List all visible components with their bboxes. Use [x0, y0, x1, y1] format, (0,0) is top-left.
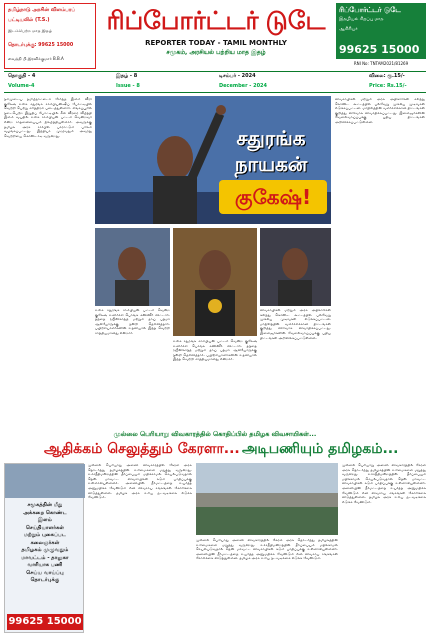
- article-mid-3: விவசாயிகள் மற்றும் அரசு அதிகாரிகள் கலந்து கொண்ட கூட்டத்தில் பல்வேறு முக்கிய முடிவுகள் எடுக்கப்பட்டன. மாநிலத்தின் வளர்ச்சிக்கான திட்டங்கள் குறித்து விரிவாக விவாதிக்கப்பட்டது. இளைஞர்களின் வேலைவாய்ப்புக்கு புதிய திட்டங்கள் அறிவிக்கப்பட்டுள்ளன.: [260, 308, 331, 340]
- tn-govt-listing-box: [4, 3, 96, 69]
- bottom-article-col1: முல்லை பெரியாறு அணை விவகாரத்தில் கேரள அரசு தொடர்ந்து தமிழகத்தின் உரிமைகளை மறுத்து வருகிறது. உச்சநீதிமன்றத்தின் தீர்ப்பையும் மதிக்காமல் செயல்படுவதால் தென் மாவட்ட விவசாயிகள் கடும் பாதிப்புக்கு உள்ளாகியுள்ளனர். அணையின் நீர்மட்டத்தை உயர்த்த அனுமதிக்க வேண்டும் என விவசாய சங்கங்கள் கோரிக்கை விடுத்துள்ளன. தமிழக அரசு உரிய நடவடிக்கை எடுக்க வேண்டும்.: [88, 463, 192, 500]
- price-en: Price: Rs.15/-: [369, 83, 407, 89]
- issue-ta: இதழ் - 8: [116, 73, 138, 79]
- month-ta: டிசம்பர் - 2024: [219, 73, 256, 79]
- article-left-column: நம்முடைய தமிழ்நாட்டைச் சேர்ந்த இளம் வீரர் குகேஷ் உலக சதுரங்க சாம்பியன்ஷிப் போட்டியில் வெற்றி பெற்று சரித்திரம் படைத்துள்ளார். சிங்கப்பூரில் நடைபெற்ற இறுதிப் போட்டியில் சீன வீரரை வீழ்த்தி இளம் வயதில் உலக சாம்பியன் பட்டம் வென்றவர் என்ற சாதனையையும் நிகழ்த்தியுள்ளார். அவருக்கு தமிழக அரசு சார்பில் பாராட்டும் பரிசும் வழங்கப்பட்டது. இந்தியா முழுவதும் அவரது வெற்றியை கொண்டாடி வருகிறது.: [4, 97, 92, 138]
- masthead-title: ரிப்போர்ட்டர் டுடே: [106, 7, 326, 35]
- article-mid-2: உலக சதுரங்க சாம்பியன் பட்டம் வென்ற குகேஷ் உணர்ச்சி பொங்க கண்ணீர் விட்டார். தந்தை ரஜினிகாந்த் மற்றும் தாய் பத்மா ஆகியோருக்கு நன்றி தெரிவித்தார். பயிற்சியாளர்களின் உதவியால் இந்த வெற்றி சாத்தியமானது என்றார்.: [173, 339, 257, 362]
- rbox-line2: ஆசிரியர்: [339, 27, 358, 32]
- rbox-title: ரிப்போர்ட்டர் டுடே: [339, 6, 401, 14]
- rbox-rni: RNI No: TNTAM2021/81269: [336, 59, 426, 69]
- listing-line-1: தமிழ்நாடு அரசின் விளம்பரப்: [8, 7, 76, 13]
- listing-line-2: பட்டியலில் (T.S.): [8, 17, 50, 23]
- volume-ta: தொகுதி - 4: [8, 73, 36, 79]
- ad-phone: 99625 15000: [7, 614, 83, 630]
- bottom-article-col2: முல்லை பெரியாறு அணை விவகாரத்தில் கேரள அரசு தொடர்ந்து தமிழகத்தின் உரிமைகளை மறுத்து வருகிறது. உச்சநீதிமன்றத்தின் தீர்ப்பையும் மதிக்காமல் செயல்படுவதால் தென் மாவட்ட விவசாயிகள் கடும் பாதிப்புக்கு உள்ளாகியுள்ளனர். அணையின் நீர்மட்டத்தை உயர்த்த அனுமதிக்க வேண்டும் என விவசாய சங்கங்கள் கோரிக்கை விடுத்துள்ளன. தமிழக அரசு உரிய நடவடிக்கை எடுக்க வேண்டும்.: [196, 538, 338, 561]
- ad-photo: [5, 464, 85, 498]
- issue-en: Issue - 8: [116, 83, 140, 89]
- article-mid-1: உலக சதுரங்க சாம்பியன் பட்டம் வென்ற குகேஷ் உணர்ச்சி பொங்க கண்ணீர் விட்டார். தந்தை ரஜினிகாந்த் மற்றும் தாய் பத்மா ஆகியோருக்கு நன்றி தெரிவித்தார். பயிற்சியாளர்களின் உதவியால் இந்த வெற்றி சாத்தியமானது என்றார்.: [95, 308, 170, 335]
- listing-line-3: இடம்பெற்ற மாத இதழ்: [8, 28, 52, 33]
- article-right-column: விவசாயிகள் மற்றும் அரசு அதிகாரிகள் கலந்து கொண்ட கூட்டத்தில் பல்வேறு முக்கிய முடிவுகள் எடுக்கப்பட்டன. மாநிலத்தின் வளர்ச்சிக்கான திட்டங்கள் குறித்து விரிவாக விவாதிக்கப்பட்டது. இளைஞர்களின் வேலைவாய்ப்புக்கு புதிய திட்டங்கள் அறிவிக்கப்பட்டுள்ளன.: [335, 97, 425, 124]
- headline-tn: அடிபணியும் தமிழகம்...: [242, 441, 399, 457]
- masthead: [98, 3, 334, 56]
- reporter-recruitment-ad: [4, 463, 84, 633]
- headline-kerala: ஆதிக்கம் செலுத்தும் கேரளா...: [44, 441, 240, 457]
- photo-gukesh-medal: [173, 228, 257, 336]
- photo-gukesh-3: [260, 228, 331, 306]
- kerala-tn-headline: [4, 441, 426, 461]
- rbox-phone: 99625 15000: [339, 43, 420, 56]
- photo-gukesh-1: [95, 228, 170, 306]
- month-en: December - 2024: [219, 83, 268, 89]
- volume-en: Volume-4: [8, 83, 35, 89]
- listing-editor: வைத்தி பி.இரவிக்குமார் B.B.A: [8, 56, 64, 61]
- issue-info-strip: [4, 71, 426, 93]
- rbox-line1: இதழியல் சிறப்பு மாத: [339, 17, 384, 22]
- hero-headline-3: குகேஷ்!: [219, 180, 327, 214]
- editor-contact-box: [336, 3, 426, 69]
- mullai-periyar-banner: [4, 428, 426, 440]
- price-ta: விலை: ரூ.15/-: [369, 73, 405, 79]
- photo-mullai-periyar-dam: [196, 463, 338, 535]
- listing-phone: தொடர்புக்கு: 99625 15000: [8, 43, 74, 48]
- masthead-tagline: சமூகம், அரசியல் பற்றிய மாத இதழ்: [166, 49, 266, 56]
- banner1-text: முல்லை பெரியாறு விவகாரத்தில் கொதிப்பில் தமிழக விவசாயிகள்...: [113, 430, 317, 438]
- hero-headline-1: சதுரங்க: [236, 126, 306, 150]
- ad-text: சமூகத்தின் மீது அக்கறை கொண்ட இளம் செய்தியாளர்கள் மற்றும் புகைப்பட கலைஞர்கள் தமிழகம் முழுவதும் மாவட்டம் - தாலுகா வாரியாக பணி செய்ய வாய்ப்பு தொடர்புக்கு: [21, 502, 69, 583]
- bottom-article-col3: முல்லை பெரியாறு அணை விவகாரத்தில் கேரள அரசு தொடர்ந்து தமிழகத்தின் உரிமைகளை மறுத்து வருகிறது. உச்சநீதிமன்றத்தின் தீர்ப்பையும் மதிக்காமல் செயல்படுவதால் தென் மாவட்ட விவசாயிகள் கடும் பாதிப்புக்கு உள்ளாகியுள்ளனர். அணையின் நீர்மட்டத்தை உயர்த்த அனுமதிக்க வேண்டும் என விவசாய சங்கங்கள் கோரிக்கை விடுத்துள்ளன. தமிழக அரசு உரிய நடவடிக்கை எடுக்க வேண்டும்.: [342, 463, 426, 504]
- hero-photo-gukesh: [95, 96, 331, 224]
- masthead-subtitle: REPORTER TODAY - TAMIL MONTHLY: [145, 39, 287, 47]
- hero-headline-2: நாயகன்: [234, 152, 308, 176]
